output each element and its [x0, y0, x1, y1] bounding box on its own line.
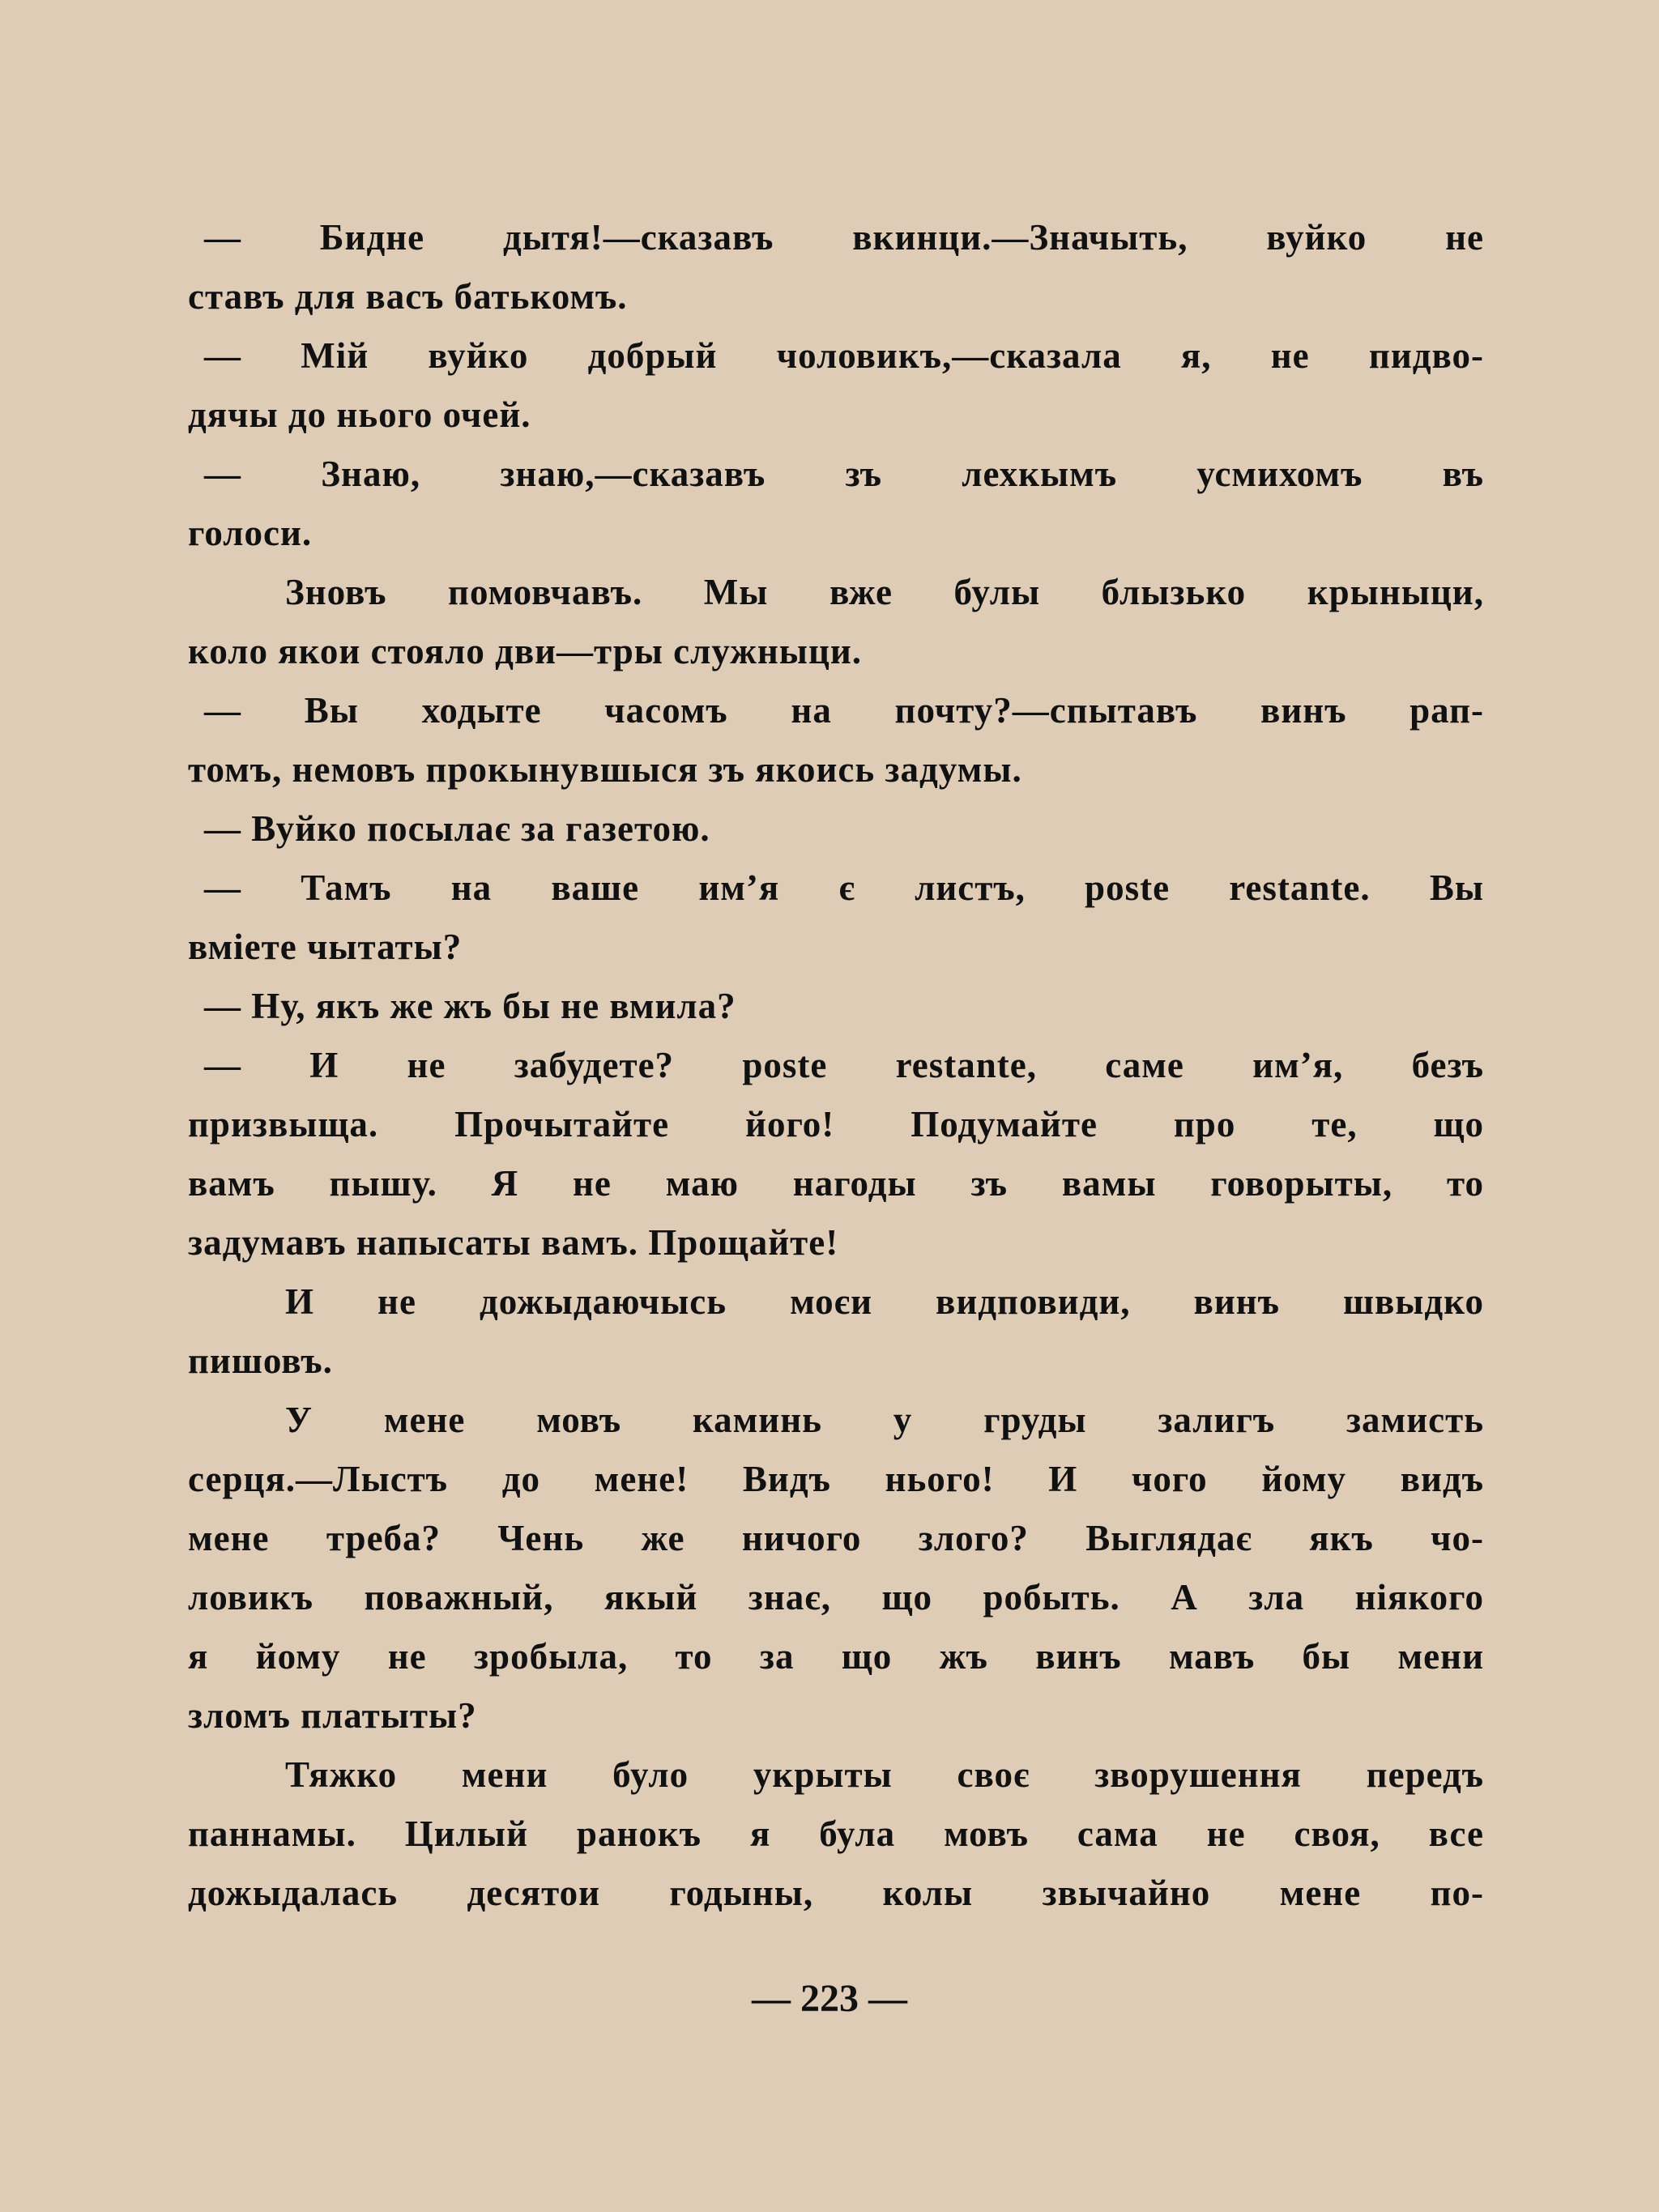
- text-line: серця.—Лыстъ до мене! Видъ нього! И чого йому видъ: [188, 1459, 1484, 1499]
- text-line: — И не забудете? poste restante, саме имʼя, безъ: [204, 1045, 1484, 1085]
- text-line: Тяжко мени було укрыты своє зворушення передъ: [285, 1754, 1484, 1795]
- text-line: коло якои стояло дви—тры служныци.: [188, 631, 863, 671]
- text-line: голоси.: [188, 513, 313, 553]
- text-line: — Знаю, знаю,—сказавъ зъ лехкымъ усмихомъ въ: [204, 454, 1484, 494]
- text-line: вамъ пышу. Я не маю нагоды зъ вамы говорыты, то: [188, 1163, 1484, 1204]
- text-line: зломъ платыты?: [188, 1695, 477, 1736]
- text-line: дячы до нього очей.: [188, 394, 531, 435]
- text-line: — Бидне дытя!—сказавъ вкинци.—Значыть, вуйко не: [204, 217, 1484, 258]
- text-line: я йому не зробыла, то за що жъ винъ мавъ бы мени: [188, 1636, 1484, 1677]
- text-line: — Вы ходыте часомъ на почту?—спытавъ винъ рап-: [204, 690, 1484, 731]
- text-line: Зновъ помовчавъ. Мы вже булы блызько крыныци,: [285, 572, 1484, 612]
- text-line: У мене мовъ каминь у груды залигъ замисть: [285, 1400, 1484, 1440]
- text-line: дожыдалась десятои годыны, колы звычайно мене по-: [188, 1873, 1484, 1913]
- text-line: — Ну, якъ же жъ бы не вмила?: [204, 986, 736, 1026]
- text-line: задумавъ напысаты вамъ. Прощайте!: [188, 1222, 839, 1263]
- text-line: — Тамъ на ваше имʼя є листъ, poste restante. Вы: [204, 867, 1484, 908]
- text-line: вміете чытаты?: [188, 927, 463, 967]
- text-line: мене треба? Чень же ничого злого? Выглядає якъ чо-: [188, 1518, 1484, 1558]
- page-number: — 223 —: [752, 1977, 907, 2020]
- text-line: томъ, немовъ прокынувшыся зъ якоись задумы.: [188, 749, 1022, 790]
- text-line: ловикъ поважный, якый знає, що робыть. А зла ніякого: [188, 1577, 1484, 1617]
- text-line: ставъ для васъ батькомъ.: [188, 276, 628, 317]
- text-line: пишовъ.: [188, 1340, 333, 1381]
- text-line: призвыща. Прочытайте його! Подумайте про те, що: [188, 1104, 1484, 1144]
- text-line: паннамы. Цилый ранокъ я була мовъ сама не своя, все: [188, 1813, 1484, 1854]
- text-line: — Вуйко посылає за газетою.: [204, 808, 710, 849]
- body-text: [188, 213, 1484, 1928]
- text-line: И не дожыдаючысь моєи видповиди, винъ швыдко: [285, 1281, 1484, 1322]
- text-line: — Мій вуйко добрый чоловикъ,—сказала я, не пидво-: [204, 335, 1484, 376]
